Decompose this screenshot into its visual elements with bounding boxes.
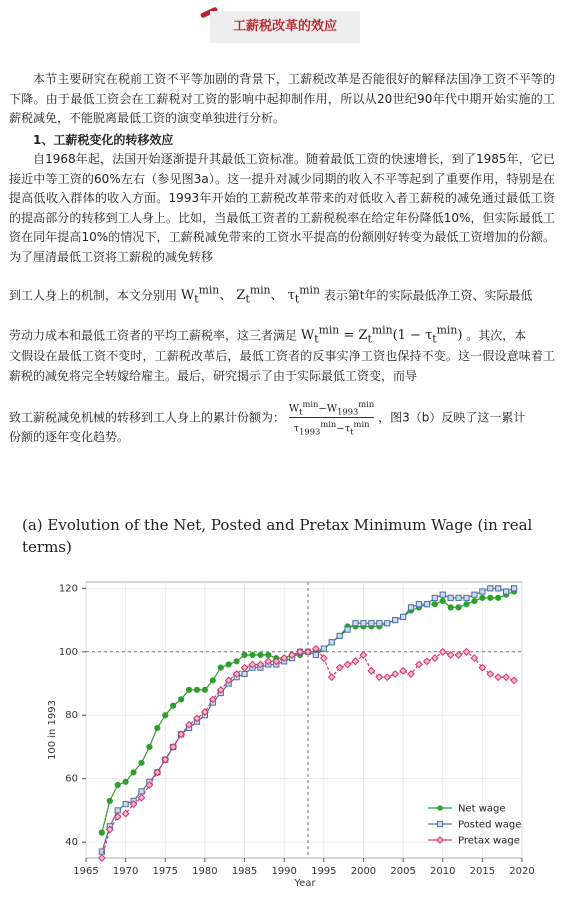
posted-wage-point <box>408 605 413 610</box>
x-tick-label: 1990 <box>271 866 297 877</box>
net-wage-point <box>99 830 104 835</box>
legend-marker-posted-wage <box>437 821 442 826</box>
line-chart <box>0 568 571 898</box>
posted-wage-point <box>353 621 358 626</box>
paragraph-2: 文假设在最低工资不变时，工薪税改革后，最低工资者的反事实净工资也保持不变。这一假设意味着工薪税的减免将完全转嫁给雇主。最后，研究揭示了由于实际最低工资变，而导 <box>9 349 555 383</box>
x-tick-label: 1970 <box>112 866 139 877</box>
net-wage-point <box>234 659 239 664</box>
posted-wage-point <box>393 617 398 622</box>
net-wage-point <box>472 598 477 603</box>
y-tick-label: 80 <box>65 710 78 722</box>
plot-area <box>86 582 522 858</box>
net-wage-point <box>107 798 112 803</box>
posted-wage-point <box>329 640 334 645</box>
net-wage-point <box>218 665 223 670</box>
posted-wage-point <box>448 595 453 600</box>
posted-wage-point <box>472 592 477 597</box>
x-axis-label: Year <box>294 878 316 889</box>
net-wage-point <box>139 760 144 765</box>
posted-wage-point <box>416 602 421 607</box>
net-wage-point <box>123 779 128 784</box>
y-axis-label: 100 in 1993 <box>47 699 58 761</box>
posted-wage-point <box>115 808 120 813</box>
posted-wage-point <box>400 614 405 619</box>
posted-wage-point <box>337 633 342 638</box>
posted-wage-point <box>361 621 366 626</box>
net-wage-point <box>440 598 445 603</box>
posted-wage-point <box>377 621 382 626</box>
posted-wage-point <box>369 621 374 626</box>
posted-wage-point <box>511 586 516 591</box>
section-heading: 1、工薪税变化的转移效应 <box>33 132 174 147</box>
net-wage-point <box>448 605 453 610</box>
x-tick-label: 2005 <box>390 866 416 877</box>
legend-marker-net-wage <box>437 805 442 810</box>
net-wage-point <box>115 782 120 787</box>
paragraph-1: 自1968年起，法国开始逐渐提升其最低工资标准。随着最低工资的快速增长，到了1985年，它已接近中等工资的60%左右（参见图3a）。这一提升对减少同期的收入不平等起到了重要作用，特别是在提高低收入群体的收入方面。1993年开始的工薪税改革带来的对低收入者工薪税的减免通过最低工资的提高部分的转移到工人身上。比如，当最低工资者的工薪税税率在给定年份降低10%，但实际最低工资在同年提高10%的情况下，工薪税减免带来的工资水平提高的份额刚好转变为最低工资增加的份额。为了厘清最低工资将工薪税的减免转移 <box>9 152 555 264</box>
formula-line-2 <box>9 321 555 347</box>
net-wage-point <box>488 595 493 600</box>
x-tick-label: 2020 <box>509 866 535 877</box>
net-wage-point <box>464 602 469 607</box>
posted-wage-point <box>139 789 144 794</box>
y-tick-label: 40 <box>65 837 78 849</box>
line-c-pre: 致工薪税减免机械的转移到工人身上的累计份额为： <box>9 410 286 425</box>
formula-line-1 <box>9 281 555 307</box>
net-wage-point <box>147 744 152 749</box>
legend-label-net-wage: Net wage <box>458 803 506 815</box>
posted-wage-point <box>504 589 509 594</box>
y-tick-label: 100 <box>58 646 78 658</box>
posted-wage-point <box>123 801 128 806</box>
posted-wage-point <box>456 595 461 600</box>
net-wage-point <box>163 713 168 718</box>
net-wage-point <box>210 678 215 683</box>
posted-wage-point <box>321 646 326 651</box>
y-tick-label: 120 <box>58 583 78 595</box>
net-wage-point <box>258 652 263 657</box>
identity-formula: $W_t^{min} = Z_t^{min}(1 - \tau_t^{min})$ <box>300 324 463 346</box>
net-wage-point <box>131 770 136 775</box>
posted-wage-point <box>313 652 318 657</box>
net-wage-point <box>194 687 199 692</box>
net-wage-point <box>226 662 231 667</box>
line-b-post: 。其次，本 <box>466 328 527 343</box>
line-c-post: ，图3（b）反映了这一累计 <box>378 410 526 425</box>
line-a-pre: 到工人身上的机制，本文分别用 <box>9 288 178 303</box>
intro-paragraph: 本节主要研究在税前工资不平等加剧的背景下，工薪税改革是否能很好的解释法国净工资不平等的下降。由于最低工资会在工薪税对工资的影响中起抑制作用，所以从20世纪90年代中期开始实施的工薪税减免，不能脱离最低工资的演变单独进行分析。 <box>9 72 555 125</box>
paragraph-3: 份额的逐年变化趋势。 <box>9 430 130 444</box>
y-tick-label: 60 <box>65 773 78 785</box>
page-title: 工薪税改革的效应 <box>210 11 360 43</box>
posted-wage-point <box>345 627 350 632</box>
posted-wage-point <box>432 595 437 600</box>
x-tick-label: 1980 <box>192 866 218 877</box>
symbols-inline: $W_t^{min}$、 $Z_t^{min}$、 $\tau_t^{min}$ <box>180 284 320 306</box>
share-fraction: $W_t^{min}-W_{1993}^{min}$ $\tau_{1993}^{min}-\tau_t^{min}$ <box>288 399 375 437</box>
x-tick-label: 1965 <box>73 866 99 877</box>
net-wage-point <box>456 605 461 610</box>
posted-wage-point <box>242 671 247 676</box>
posted-wage-point <box>385 621 390 626</box>
net-wage-point <box>242 652 247 657</box>
net-wage-point <box>432 602 437 607</box>
x-tick-label: 2000 <box>350 866 377 877</box>
net-wage-point <box>266 652 271 657</box>
posted-wage-point <box>440 592 445 597</box>
posted-wage-point <box>488 586 493 591</box>
x-tick-label: 2010 <box>430 866 456 877</box>
x-tick-label: 1975 <box>152 866 178 877</box>
posted-wage-point <box>480 589 485 594</box>
net-wage-point <box>186 687 191 692</box>
net-wage-point <box>480 595 485 600</box>
net-wage-point <box>496 595 501 600</box>
legend-label-posted-wage: Posted wage <box>458 819 522 831</box>
legend-label-pretax-wage: Pretax wage <box>458 835 520 847</box>
line-a-post: 表示第t年的实际最低净工资、实际最低 <box>323 288 533 303</box>
net-wage-point <box>202 687 207 692</box>
x-tick-label: 1985 <box>231 866 258 877</box>
posted-wage-point <box>464 595 469 600</box>
x-tick-label: 2015 <box>469 866 496 877</box>
line-b-pre: 劳动力成本和最低工资者的平均工薪税率，这三者满足 <box>9 328 298 343</box>
article-body <box>9 70 555 448</box>
posted-wage-point <box>496 586 501 591</box>
net-wage-point <box>250 652 255 657</box>
net-wage-point <box>171 703 176 708</box>
net-wage-point <box>155 725 160 730</box>
posted-wage-point <box>424 602 429 607</box>
x-tick-label: 1995 <box>311 866 337 877</box>
net-wage-point <box>179 697 184 702</box>
figure-title: (a) Evolution of the Net, Posted and Pretax Minimum Wage (in real terms) <box>22 516 533 556</box>
